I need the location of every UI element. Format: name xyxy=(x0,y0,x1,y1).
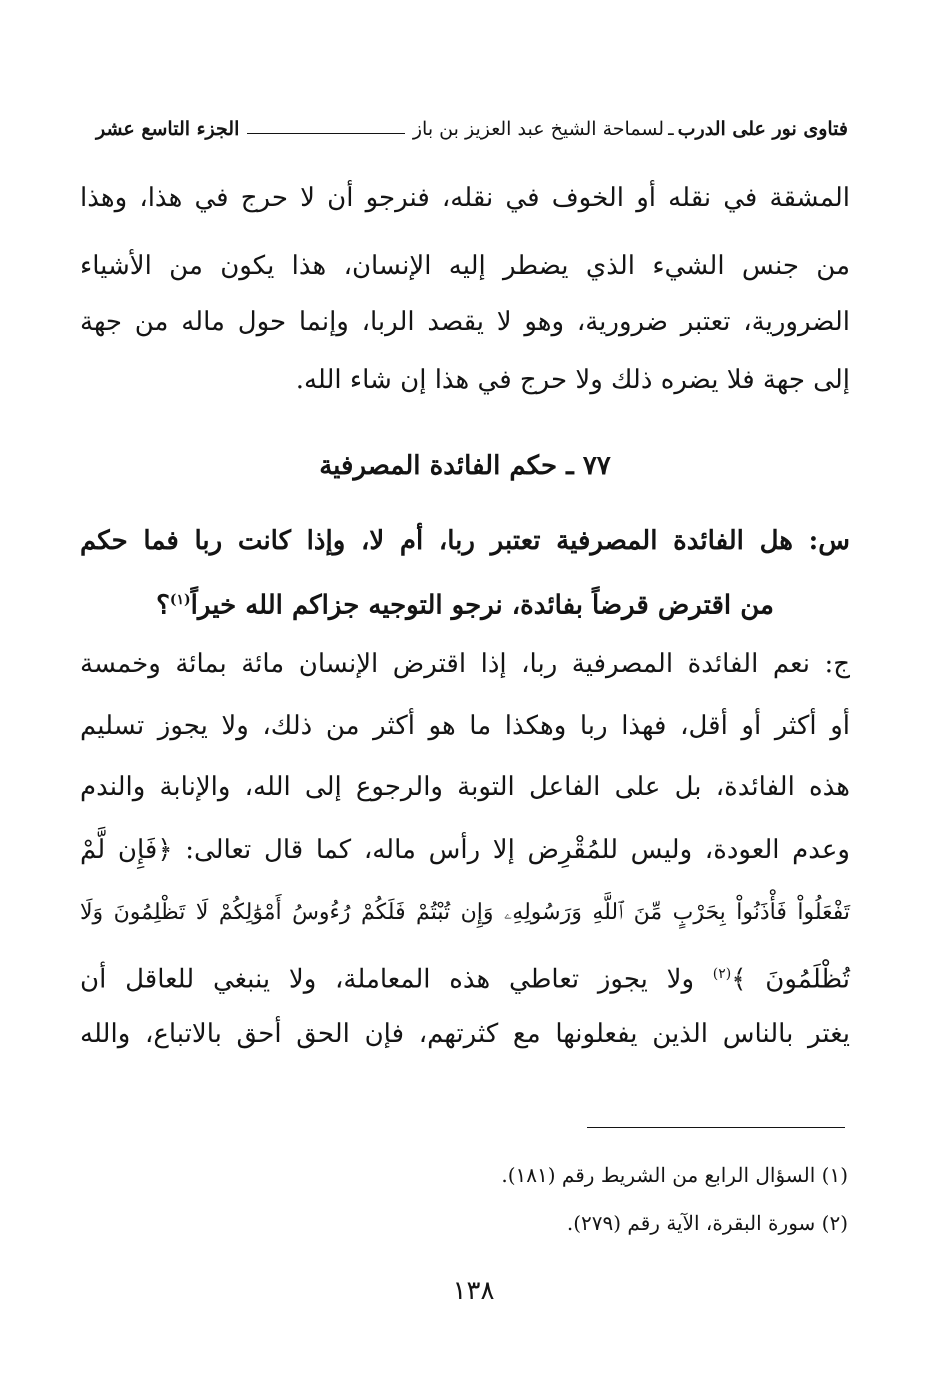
answer-line-6-text: ولا يجوز تعاطي هذه المعاملة، ولا ينبغي للعاقل أن xyxy=(80,964,695,995)
footnote-separator xyxy=(587,1127,845,1128)
question-line-1: س: هل الفائدة المصرفية تعتبر ربا، أم لا، وإذا كانت ربا فما حكم xyxy=(80,526,850,556)
question-end-mark: ؟ xyxy=(156,590,170,621)
answer-line-1: ج: نعم الفائدة المصرفية ربا، إذا اقترض الإنسان مائة بمائة وخمسة xyxy=(80,649,850,679)
footnote-2: (٢) سورة البقرة، الآية رقم (٢٧٩). xyxy=(566,1211,848,1235)
intro-line-1: المشقة في نقله أو الخوف في نقله، فنرجو أن لا حرج في هذا، وهذا xyxy=(80,183,850,213)
page-number: ١٣٨ xyxy=(452,1276,495,1306)
answer-line-3: هذه الفائدة، بل على الفاعل التوبة والرجوع إلى الله، والإنابة والندم xyxy=(80,772,850,802)
answer-line-2: أو أكثر أو أقل، فهذا ربا وهكذا ما هو أكثر من ذلك، ولا يجوز تسليم xyxy=(80,711,850,741)
question-footnote-ref: (١) xyxy=(169,592,191,608)
quran-verse-end: تُظْلَمُونَ ﴾ xyxy=(731,964,850,995)
section-heading: ٧٧ ـ حكم الفائدة المصرفية xyxy=(319,451,611,481)
question-line-2 xyxy=(80,576,850,624)
intro-line-3: الضرورية، تعتبر ضرورية، وهو لا يقصد الربا، وإنما حول ماله من جهة xyxy=(80,307,850,337)
header-rule xyxy=(247,133,405,134)
intro-line-2: من جنس الشيء الذي يضطر إليه الإنسان، هذا يكون من الأشياء xyxy=(80,251,850,281)
quran-verse-line: تَفْعَلُواْ فَأْذَنُواْ بِحَرْبٍ مِّنَ ٱللَّهِ وَرَسُولِهِۦ وَإِن تُبْتُمْ فَلَكُمْ رُءُوسُ أَمْوَٰلِكُمْ لَا تَظْلِمُونَ وَلَا xyxy=(80,900,850,925)
answer-line-7: يغتر بالناس الذين يفعلونها مع كثرتهم، فإن الحق أحق بالاتباع، والله xyxy=(80,1019,850,1049)
answer-line-4: وعدم العودة، وليس للمُقْرِض إلا رأس ماله، كما قال تعالى: ﴿فَإِن لَّمْ xyxy=(80,835,850,865)
intro-line-4: إلى جهة فلا يضره ذلك ولا حرج في هذا إن شاء الله. xyxy=(295,365,850,395)
header-book-title: فتاوى نور على الدرب xyxy=(677,118,848,140)
header-author: لسماحة الشيخ عبد العزيز بن باز xyxy=(412,118,665,140)
header-volume: الجزء التاسع عشر xyxy=(96,118,240,140)
header-separator: ـ xyxy=(668,118,674,140)
running-header xyxy=(96,112,848,146)
footnote-1: (١) السؤال الرابع من الشريط رقم (١٨١). xyxy=(501,1163,848,1187)
verse-footnote-ref: (٢) xyxy=(712,966,732,982)
answer-line-6 xyxy=(80,950,850,998)
question-line-2-text: من اقترض قرضاً بفائدة، نرجو التوجيه جزاكم الله خيراً xyxy=(190,590,774,621)
